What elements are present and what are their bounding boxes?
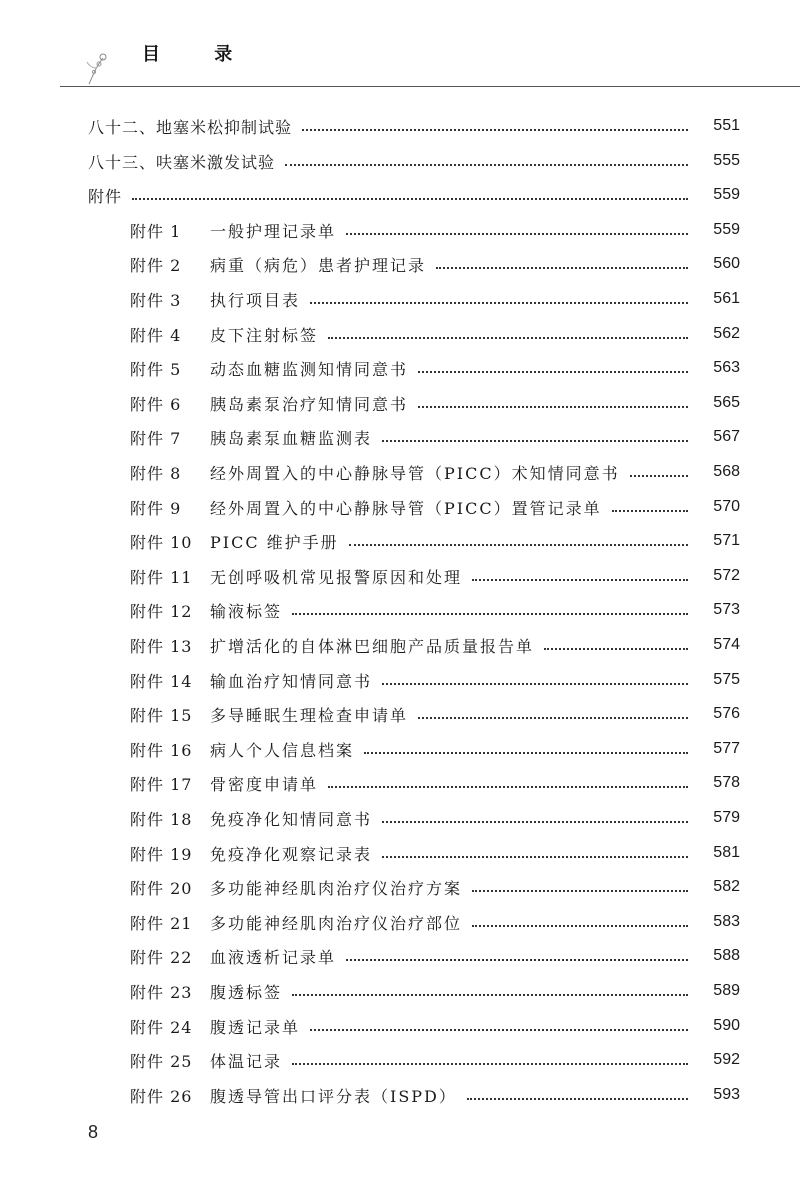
toc-entry [130,804,740,832]
entry-page-number: 560 [713,255,740,272]
dot-leader [132,198,688,200]
entry-page-number: 582 [713,878,740,895]
entry-title: 经外周置入的中心静脉导管（PICC）置管记录单 [210,498,602,518]
page-number: 8 [88,1122,99,1142]
entry-title: 经外周置入的中心静脉导管（PICC）术知情同意书 [210,463,620,483]
entry-title: 动态血糖监测知情同意书 [210,359,409,379]
dot-leader [310,1029,688,1031]
dot-leader [612,510,688,512]
entry-title: 八十三、呋塞米激发试验 [88,152,276,172]
toc-entry [130,1046,740,1074]
toc-entry [130,216,740,244]
entry-page-number: 579 [713,809,740,826]
entry-title: 无创呼吸机常见报警原因和处理 [210,567,463,587]
entry-title: 扩增活化的自体淋巴细胞产品质量报告单 [210,636,535,656]
dot-leader [328,337,688,339]
appendix-number: 附件 24 [130,1017,193,1037]
entry-title: 胰岛素泵治疗知情同意书 [210,394,409,414]
toc-entry [130,562,740,590]
toc-entry [130,320,740,348]
entry-page-number: 568 [713,463,740,480]
entry-title: 附件 [88,186,123,206]
dot-leader [292,1063,688,1065]
entry-page-number: 571 [713,532,740,549]
dot-leader [472,890,688,892]
toc-entry [130,527,740,555]
appendix-number: 附件 10 [130,532,193,552]
entry-title: 多导睡眠生理检查申请单 [210,705,409,725]
entry-page-number: 593 [713,1086,740,1103]
page-header [60,40,800,96]
entry-page-number: 559 [713,221,740,238]
entry-page-number: 589 [713,982,740,999]
entry-page-number: 559 [713,186,740,203]
toc-entry [130,666,740,694]
appendix-number: 附件 23 [130,982,193,1002]
entry-title: 病人个人信息档案 [210,740,355,760]
entry-page-number: 583 [713,913,740,930]
appendix-number: 附件 18 [130,809,193,829]
appendix-number: 附件 15 [130,705,193,725]
appendix-number: 附件 9 [130,498,182,518]
entry-page-number: 573 [713,601,740,618]
toc-entry [130,735,740,763]
appendix-number: 附件 13 [130,636,193,656]
entry-page-number: 578 [713,774,740,791]
entry-title: 免疫净化观察记录表 [210,844,373,864]
entry-page-number: 561 [713,290,740,307]
entry-page-number: 555 [713,152,740,169]
toc-entry [130,977,740,1005]
entry-title: PICC 维护手册 [210,532,339,552]
entry-page-number: 574 [713,636,740,653]
entry-title: 皮下注射标签 [210,325,319,345]
entry-title: 执行项目表 [210,290,301,310]
toc-entry [130,389,740,417]
entry-title: 多功能神经肌肉治疗仪治疗方案 [210,878,463,898]
header-rule [60,86,800,87]
dot-leader [285,164,688,166]
appendix-number: 附件 4 [130,325,182,345]
entry-title: 体温记录 [210,1051,283,1071]
appendix-number: 附件 20 [130,878,193,898]
toc-entry [130,839,740,867]
toc-entry [130,354,740,382]
dot-leader [418,371,688,373]
toc-entry [130,423,740,451]
toc-entry [130,908,740,936]
entry-title: 血液透析记录单 [210,947,337,967]
toc-entry [88,147,740,175]
dot-leader [292,613,688,615]
entry-page-number: 581 [713,844,740,861]
dot-leader [346,959,688,961]
entry-page-number: 567 [713,428,740,445]
dot-leader [382,683,688,685]
entry-page-number: 551 [713,117,740,134]
entry-title: 输血治疗知情同意书 [210,671,373,691]
dot-leader [292,994,688,996]
toc-entry [88,181,740,209]
toc-entry [130,873,740,901]
dot-leader [346,233,688,235]
appendix-number: 附件 3 [130,290,182,310]
dot-leader [349,544,688,546]
appendix-number: 附件 14 [130,671,193,691]
entry-page-number: 570 [713,498,740,515]
appendix-number: 附件 8 [130,463,182,483]
entry-page-number: 590 [713,1017,740,1034]
toc-entry [130,1081,740,1109]
entry-title: 腹透记录单 [210,1017,301,1037]
appendix-number: 附件 17 [130,774,193,794]
entry-page-number: 572 [713,567,740,584]
entry-title: 腹透导管出口评分表（ISPD） [210,1086,457,1106]
entry-page-number: 565 [713,394,740,411]
entry-title: 骨密度申请单 [210,774,319,794]
appendix-number: 附件 12 [130,601,193,621]
dot-leader [418,406,688,408]
entry-title: 病重（病危）患者护理记录 [210,255,427,275]
appendix-number: 附件 19 [130,844,193,864]
dot-leader [382,821,688,823]
appendix-number: 附件 5 [130,359,182,379]
toc-entry [130,458,740,486]
dot-leader [382,440,688,442]
appendix-number: 附件 6 [130,394,182,414]
entry-title: 免疫净化知情同意书 [210,809,373,829]
entry-page-number: 563 [713,359,740,376]
dot-leader [328,786,688,788]
entry-title: 多功能神经肌肉治疗仪治疗部位 [210,913,463,933]
dot-leader [630,475,688,477]
toc-entry [130,250,740,278]
appendix-number: 附件 22 [130,947,193,967]
entry-title: 腹透标签 [210,982,283,1002]
dot-leader [472,579,688,581]
dot-leader [472,925,688,927]
appendix-number: 附件 1 [130,221,182,241]
entry-page-number: 577 [713,740,740,757]
toc-entry [130,942,740,970]
flower-ornament-icon [85,48,111,88]
dot-leader [382,856,688,858]
entry-page-number: 562 [713,325,740,342]
toc-entry [130,1012,740,1040]
dot-leader [436,267,688,269]
entry-title: 输液标签 [210,601,283,621]
entry-title: 一般护理记录单 [210,221,337,241]
appendix-number: 附件 2 [130,255,182,275]
dot-leader [364,752,688,754]
entry-page-number: 575 [713,671,740,688]
toc-title: 目 录 [142,44,257,65]
entry-title: 八十二、地塞米松抑制试验 [88,117,293,137]
appendix-number: 附件 25 [130,1051,193,1071]
toc-entry [130,285,740,313]
dot-leader [310,302,688,304]
appendix-number: 附件 26 [130,1086,193,1106]
entry-page-number: 592 [713,1051,740,1068]
toc-entry [130,769,740,797]
toc-entry [88,112,740,140]
entry-page-number: 588 [713,947,740,964]
toc-entry [130,631,740,659]
toc-entry [130,493,740,521]
toc-entry [130,700,740,728]
appendix-number: 附件 11 [130,567,193,587]
entry-title: 胰岛素泵血糖监测表 [210,428,373,448]
dot-leader [544,648,688,650]
appendix-number: 附件 16 [130,740,193,760]
dot-leader [467,1098,688,1100]
appendix-number: 附件 21 [130,913,193,933]
dot-leader [302,129,688,131]
dot-leader [418,717,688,719]
appendix-number: 附件 7 [130,428,182,448]
entry-page-number: 576 [713,705,740,722]
toc-entry [130,596,740,624]
